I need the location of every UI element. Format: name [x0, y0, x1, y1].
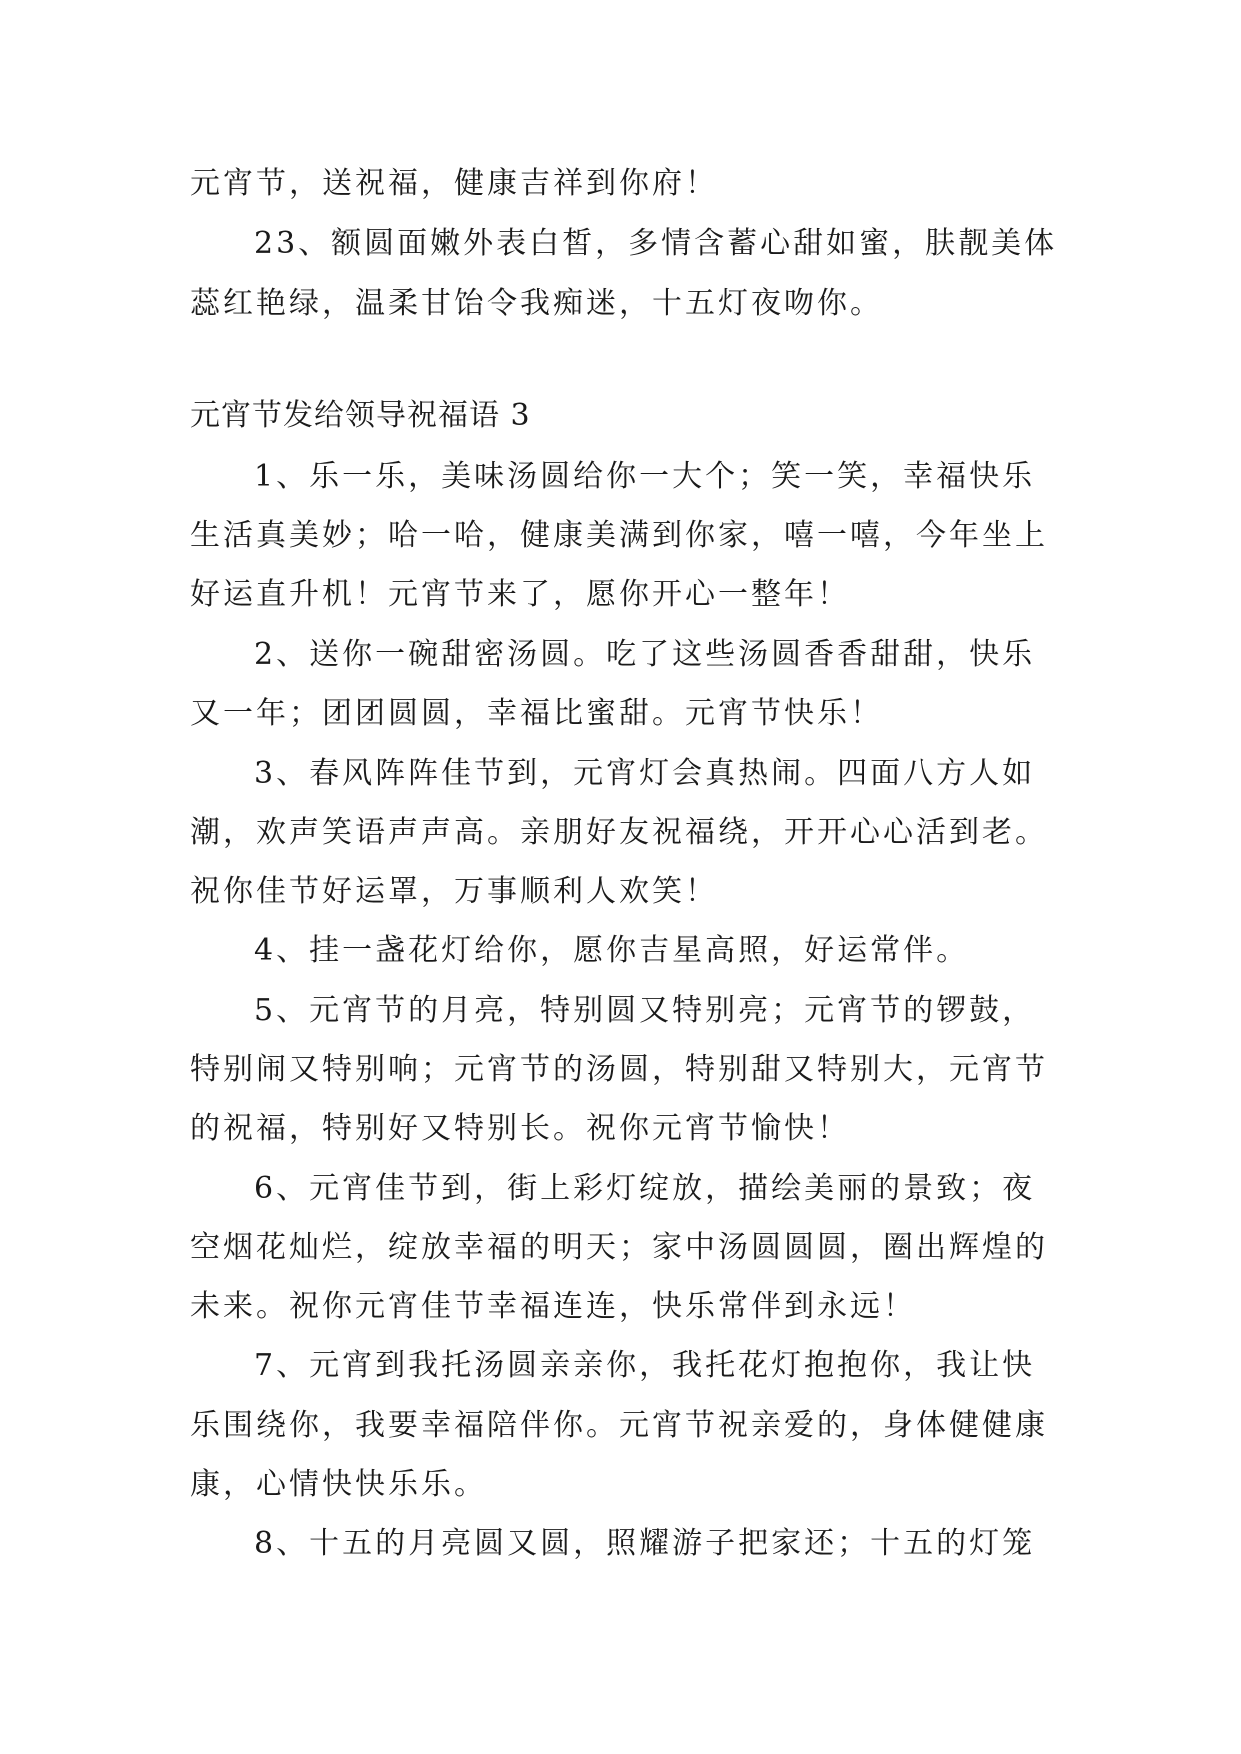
text-line: 好运直升机！元宵节来了，愿你开心一整年！ [190, 577, 850, 612]
text-line: 2、送你一碗甜密汤圆。吃了这些汤圆香香甜甜，快乐 [254, 637, 1036, 672]
text-line: 5、元宵节的月亮，特别圆又特别亮；元宵节的锣鼓， [254, 993, 1036, 1028]
text-line: 祝你佳节好运罩，万事顺利人欢笑！ [190, 874, 718, 909]
text-line: 生活真美妙；哈一哈，健康美满到你家，嘻一嘻，今年坐上 [190, 518, 1048, 553]
text-line: 7、元宵到我托汤圆亲亲你，我托花灯抱抱你，我让快 [254, 1348, 1036, 1383]
text-line: 乐围绕你，我要幸福陪伴你。元宵节祝亲爱的，身体健健康 [190, 1408, 1048, 1443]
text-line: 1、乐一乐，美味汤圆给你一大个；笑一笑，幸福快乐 [254, 459, 1036, 494]
text-line: 蕊红艳绿，温柔甘饴令我痴迷，十五灯夜吻你。 [190, 286, 883, 321]
text-line: 未来。祝你元宵佳节幸福连连，快乐常伴到永远！ [190, 1289, 916, 1324]
text-line: 6、元宵佳节到，街上彩灯绽放，描绘美丽的景致；夜 [254, 1171, 1036, 1206]
text-line: 空烟花灿烂，绽放幸福的明天；家中汤圆圆圆，圈出辉煌的 [190, 1230, 1048, 1265]
text-line: 的祝福，特别好又特别长。祝你元宵节愉快！ [190, 1111, 850, 1146]
text-line: 特别闹又特别响；元宵节的汤圆，特别甜又特别大，元宵节 [190, 1052, 1048, 1087]
text-line: 4、挂一盏花灯给你，愿你吉星高照，好运常伴。 [254, 933, 970, 968]
text-line: 元宵节，送祝福，健康吉祥到你府！ [190, 166, 718, 201]
text-line: 8、十五的月亮圆又圆，照耀游子把家还；十五的灯笼 [254, 1526, 1036, 1561]
section-heading: 元宵节发给领导祝福语 3 [190, 398, 531, 433]
text-line: 康，心情快快乐乐。 [190, 1467, 487, 1502]
text-line: 潮，欢声笑语声声高。亲朋好友祝福绕，开开心心活到老。 [190, 815, 1048, 850]
text-line: 23、额圆面嫩外表白皙，多情含蓄心甜如蜜，肤靓美体 [254, 226, 1058, 261]
text-line: 3、春风阵阵佳节到，元宵灯会真热闹。四面八方人如 [254, 756, 1036, 791]
text-line: 又一年；团团圆圆，幸福比蜜甜。元宵节快乐！ [190, 696, 883, 731]
